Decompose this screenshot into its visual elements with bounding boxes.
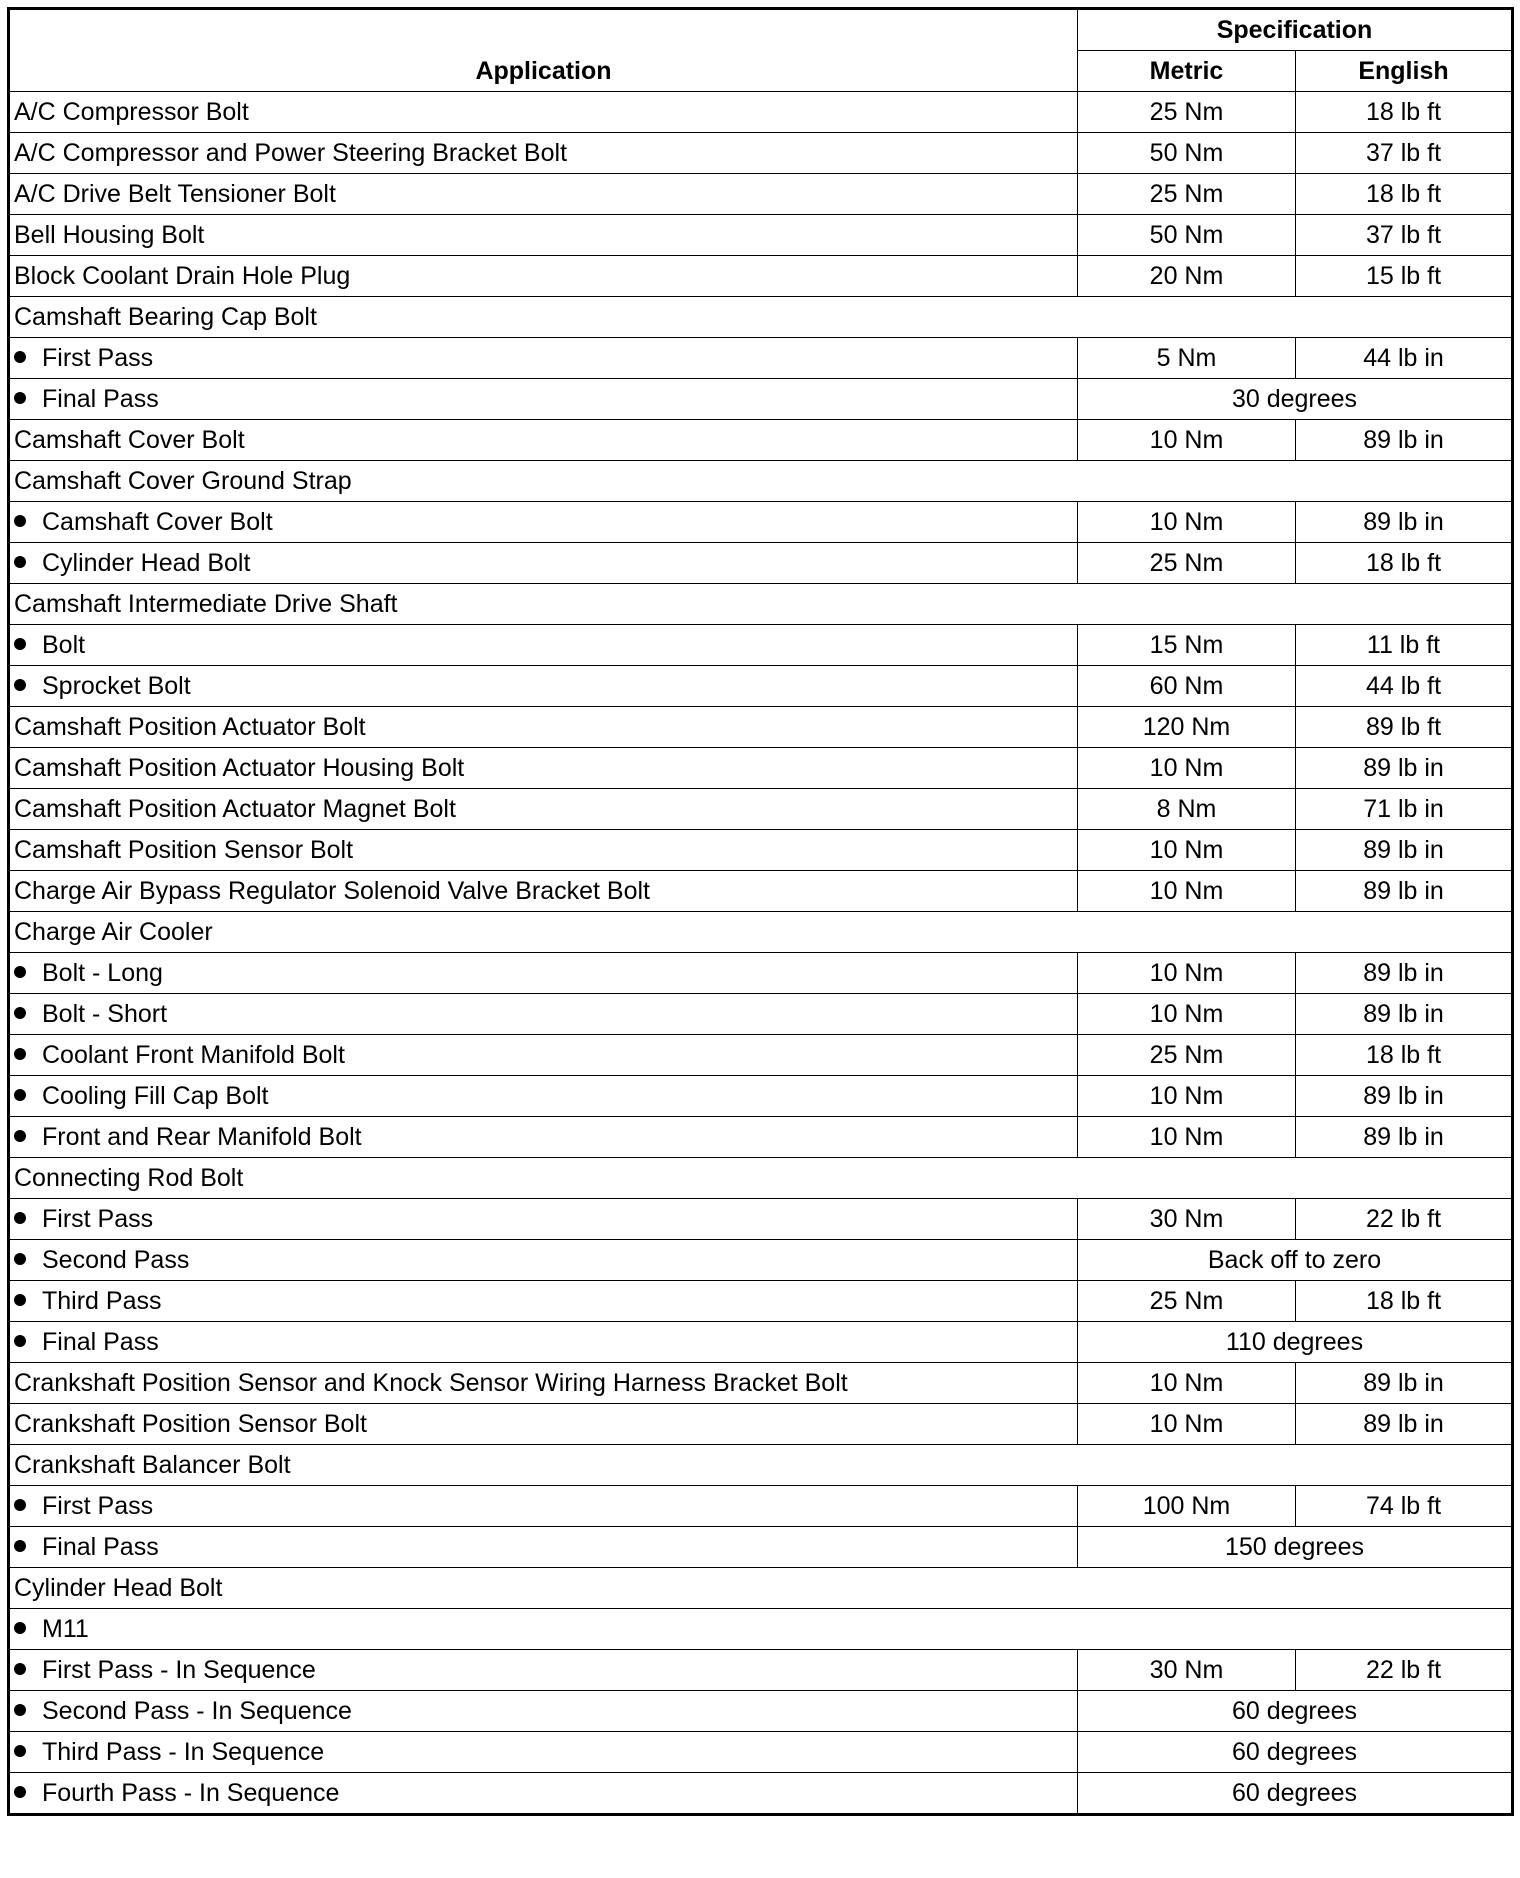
table-row bbox=[9, 256, 1513, 297]
bullet-icon bbox=[14, 1786, 26, 1798]
application-cell bbox=[9, 1445, 1513, 1486]
application-cell bbox=[9, 584, 1513, 625]
application-cell bbox=[9, 461, 1513, 502]
table-row bbox=[9, 871, 1513, 912]
application-cell bbox=[9, 1240, 1078, 1281]
english-value: 89 lb ft bbox=[1296, 707, 1513, 748]
application-cell bbox=[9, 1486, 1078, 1527]
table-row bbox=[9, 1281, 1513, 1322]
application-cell bbox=[9, 1322, 1078, 1363]
application-label: Camshaft Position Actuator Housing Bolt bbox=[14, 754, 465, 782]
english-value: 89 lb in bbox=[1296, 1117, 1513, 1158]
application-cell bbox=[9, 1076, 1078, 1117]
application-label: Camshaft Bearing Cap Bolt bbox=[14, 303, 317, 331]
specification-header: Specification bbox=[1078, 9, 1513, 51]
application-label: Crankshaft Position Sensor and Knock Sensor Wiring Harness Bracket Bolt bbox=[14, 1369, 848, 1397]
application-label: Sprocket Bolt bbox=[42, 672, 191, 700]
application-cell bbox=[9, 1691, 1078, 1732]
table-row bbox=[9, 1158, 1513, 1199]
bullet-icon bbox=[14, 1048, 26, 1060]
table-row bbox=[9, 297, 1513, 338]
english-value: 89 lb in bbox=[1296, 502, 1513, 543]
application-cell bbox=[9, 1568, 1513, 1609]
combined-spec-value: 30 degrees bbox=[1078, 379, 1513, 420]
table-row bbox=[9, 461, 1513, 502]
table-row bbox=[9, 1527, 1513, 1568]
metric-value: 20 Nm bbox=[1078, 256, 1296, 297]
metric-value: 10 Nm bbox=[1078, 502, 1296, 543]
metric-value: 30 Nm bbox=[1078, 1199, 1296, 1240]
application-cell bbox=[9, 1363, 1078, 1404]
application-cell bbox=[9, 215, 1078, 256]
table-row bbox=[9, 1035, 1513, 1076]
english-value: 18 lb ft bbox=[1296, 1281, 1513, 1322]
bullet-icon bbox=[14, 1540, 26, 1552]
spec-table-body bbox=[9, 92, 1513, 1815]
metric-value: 10 Nm bbox=[1078, 1404, 1296, 1445]
english-value: 18 lb ft bbox=[1296, 92, 1513, 133]
table-row bbox=[9, 666, 1513, 707]
metric-value: 50 Nm bbox=[1078, 215, 1296, 256]
english-value: 44 lb in bbox=[1296, 338, 1513, 379]
table-row bbox=[9, 92, 1513, 133]
application-cell bbox=[9, 379, 1078, 420]
application-cell bbox=[9, 1117, 1078, 1158]
application-cell bbox=[9, 1773, 1078, 1815]
table-row bbox=[9, 338, 1513, 379]
english-value: 89 lb in bbox=[1296, 1404, 1513, 1445]
application-label: Cylinder Head Bolt bbox=[42, 549, 251, 577]
application-cell bbox=[9, 297, 1513, 338]
combined-spec-value: Back off to zero bbox=[1078, 1240, 1513, 1281]
metric-value: 10 Nm bbox=[1078, 953, 1296, 994]
english-value: 22 lb ft bbox=[1296, 1650, 1513, 1691]
table-row bbox=[9, 1650, 1513, 1691]
application-label: Coolant Front Manifold Bolt bbox=[42, 1041, 345, 1069]
application-label: Camshaft Cover Ground Strap bbox=[14, 467, 352, 495]
application-cell bbox=[9, 133, 1078, 174]
english-value: 15 lb ft bbox=[1296, 256, 1513, 297]
application-label: Camshaft Position Sensor Bolt bbox=[14, 836, 354, 864]
table-row bbox=[9, 748, 1513, 789]
english-value: 44 lb ft bbox=[1296, 666, 1513, 707]
application-label: Camshaft Cover Bolt bbox=[42, 508, 273, 536]
english-value: 71 lb in bbox=[1296, 789, 1513, 830]
bullet-icon bbox=[14, 966, 26, 978]
table-row bbox=[9, 1404, 1513, 1445]
table-row bbox=[9, 625, 1513, 666]
metric-value: 25 Nm bbox=[1078, 174, 1296, 215]
english-value: 22 lb ft bbox=[1296, 1199, 1513, 1240]
bullet-icon bbox=[14, 1622, 26, 1634]
application-label: A/C Compressor Bolt bbox=[14, 98, 249, 126]
application-cell bbox=[9, 1404, 1078, 1445]
bullet-icon bbox=[14, 1704, 26, 1716]
table-row bbox=[9, 1322, 1513, 1363]
table-row bbox=[9, 1117, 1513, 1158]
application-label: Third Pass - In Sequence bbox=[42, 1738, 325, 1766]
application-cell bbox=[9, 174, 1078, 215]
application-label: Camshaft Cover Bolt bbox=[14, 426, 245, 454]
metric-value: 8 Nm bbox=[1078, 789, 1296, 830]
application-cell bbox=[9, 92, 1078, 133]
application-cell bbox=[9, 953, 1078, 994]
application-label: Front and Rear Manifold Bolt bbox=[42, 1123, 362, 1151]
table-row bbox=[9, 830, 1513, 871]
table-row bbox=[9, 1076, 1513, 1117]
header-row-top bbox=[9, 9, 1513, 51]
metric-value: 5 Nm bbox=[1078, 338, 1296, 379]
metric-value: 10 Nm bbox=[1078, 748, 1296, 789]
metric-value: 10 Nm bbox=[1078, 994, 1296, 1035]
english-value: 89 lb in bbox=[1296, 953, 1513, 994]
metric-value: 100 Nm bbox=[1078, 1486, 1296, 1527]
metric-value: 10 Nm bbox=[1078, 1363, 1296, 1404]
application-cell bbox=[9, 830, 1078, 871]
application-label: Fourth Pass - In Sequence bbox=[42, 1779, 340, 1807]
table-row bbox=[9, 1240, 1513, 1281]
application-cell bbox=[9, 871, 1078, 912]
application-header: Application bbox=[9, 9, 1078, 92]
bullet-icon bbox=[14, 1499, 26, 1511]
application-cell bbox=[9, 912, 1513, 953]
table-row bbox=[9, 1568, 1513, 1609]
metric-value: 25 Nm bbox=[1078, 92, 1296, 133]
english-value: 18 lb ft bbox=[1296, 543, 1513, 584]
application-label: Charge Air Cooler bbox=[14, 918, 213, 946]
table-row bbox=[9, 174, 1513, 215]
application-cell bbox=[9, 789, 1078, 830]
bullet-icon bbox=[14, 1294, 26, 1306]
table-row bbox=[9, 789, 1513, 830]
table-row bbox=[9, 1609, 1513, 1650]
combined-spec-value: 60 degrees bbox=[1078, 1773, 1513, 1815]
metric-value: 50 Nm bbox=[1078, 133, 1296, 174]
table-row bbox=[9, 215, 1513, 256]
application-cell bbox=[9, 1650, 1078, 1691]
metric-value: 30 Nm bbox=[1078, 1650, 1296, 1691]
application-label: First Pass bbox=[42, 344, 154, 372]
english-value: 18 lb ft bbox=[1296, 1035, 1513, 1076]
application-label: A/C Compressor and Power Steering Bracket Bolt bbox=[14, 139, 568, 167]
application-cell bbox=[9, 543, 1078, 584]
table-row bbox=[9, 420, 1513, 461]
combined-spec-value: 60 degrees bbox=[1078, 1691, 1513, 1732]
application-cell bbox=[9, 338, 1078, 379]
english-value: 89 lb in bbox=[1296, 830, 1513, 871]
bullet-icon bbox=[14, 556, 26, 568]
application-cell bbox=[9, 1732, 1078, 1773]
bullet-icon bbox=[14, 1089, 26, 1101]
metric-value: 10 Nm bbox=[1078, 830, 1296, 871]
application-cell bbox=[9, 1158, 1513, 1199]
application-label: First Pass bbox=[42, 1205, 154, 1233]
application-cell bbox=[9, 1527, 1078, 1568]
application-label: Crankshaft Position Sensor Bolt bbox=[14, 1410, 367, 1438]
english-value: 89 lb in bbox=[1296, 420, 1513, 461]
table-row bbox=[9, 502, 1513, 543]
application-cell bbox=[9, 994, 1078, 1035]
table-row bbox=[9, 953, 1513, 994]
application-label: Camshaft Intermediate Drive Shaft bbox=[14, 590, 398, 618]
bullet-icon bbox=[14, 1663, 26, 1675]
application-label: Third Pass bbox=[42, 1287, 162, 1315]
table-row bbox=[9, 707, 1513, 748]
application-cell bbox=[9, 256, 1078, 297]
combined-spec-value: 150 degrees bbox=[1078, 1527, 1513, 1568]
metric-value: 120 Nm bbox=[1078, 707, 1296, 748]
application-label: Camshaft Position Actuator Magnet Bolt bbox=[14, 795, 456, 823]
application-label: Second Pass bbox=[42, 1246, 190, 1274]
table-row bbox=[9, 133, 1513, 174]
metric-value: 15 Nm bbox=[1078, 625, 1296, 666]
bullet-icon bbox=[14, 351, 26, 363]
table-row bbox=[9, 1363, 1513, 1404]
metric-value: 60 Nm bbox=[1078, 666, 1296, 707]
application-label: Second Pass - In Sequence bbox=[42, 1697, 352, 1725]
table-row bbox=[9, 912, 1513, 953]
table-row bbox=[9, 543, 1513, 584]
metric-header: Metric bbox=[1078, 51, 1296, 92]
application-cell bbox=[9, 502, 1078, 543]
bullet-icon bbox=[14, 515, 26, 527]
application-cell bbox=[9, 707, 1078, 748]
combined-spec-value: 110 degrees bbox=[1078, 1322, 1513, 1363]
english-value: 18 lb ft bbox=[1296, 174, 1513, 215]
table-row bbox=[9, 1773, 1513, 1815]
bullet-icon bbox=[14, 392, 26, 404]
bullet-icon bbox=[14, 1335, 26, 1347]
application-label: Camshaft Position Actuator Bolt bbox=[14, 713, 366, 741]
english-header: English bbox=[1296, 51, 1513, 92]
application-cell bbox=[9, 1035, 1078, 1076]
table-row bbox=[9, 379, 1513, 420]
english-value: 89 lb in bbox=[1296, 1076, 1513, 1117]
application-label: Final Pass bbox=[42, 385, 159, 413]
application-label: First Pass - In Sequence bbox=[42, 1656, 316, 1684]
torque-spec-table bbox=[7, 7, 1514, 1816]
application-label: Final Pass bbox=[42, 1533, 159, 1561]
application-label: Bolt bbox=[42, 631, 86, 659]
application-cell bbox=[9, 420, 1078, 461]
bullet-icon bbox=[14, 1007, 26, 1019]
application-cell bbox=[9, 748, 1078, 789]
bullet-icon bbox=[14, 1745, 26, 1757]
metric-value: 10 Nm bbox=[1078, 420, 1296, 461]
application-label: First Pass bbox=[42, 1492, 154, 1520]
table-row bbox=[9, 1732, 1513, 1773]
english-value: 89 lb in bbox=[1296, 1363, 1513, 1404]
bullet-icon bbox=[14, 1130, 26, 1142]
application-label: Block Coolant Drain Hole Plug bbox=[14, 262, 351, 290]
english-value: 89 lb in bbox=[1296, 994, 1513, 1035]
english-value: 89 lb in bbox=[1296, 748, 1513, 789]
application-label: Final Pass bbox=[42, 1328, 159, 1356]
table-row bbox=[9, 994, 1513, 1035]
application-label: Bolt - Long bbox=[42, 959, 163, 987]
application-label: Crankshaft Balancer Bolt bbox=[14, 1451, 291, 1479]
application-cell bbox=[9, 1199, 1078, 1240]
metric-value: 25 Nm bbox=[1078, 543, 1296, 584]
english-value: 11 lb ft bbox=[1296, 625, 1513, 666]
english-value: 74 lb ft bbox=[1296, 1486, 1513, 1527]
application-label: Bolt - Short bbox=[42, 1000, 168, 1028]
table-row bbox=[9, 1199, 1513, 1240]
application-cell bbox=[9, 625, 1078, 666]
table-row bbox=[9, 1445, 1513, 1486]
bullet-icon bbox=[14, 638, 26, 650]
spec-table-container bbox=[7, 7, 1514, 1816]
metric-value: 10 Nm bbox=[1078, 1117, 1296, 1158]
application-label: M11 bbox=[42, 1615, 89, 1643]
application-label: Cylinder Head Bolt bbox=[14, 1574, 223, 1602]
application-cell bbox=[9, 666, 1078, 707]
combined-spec-value: 60 degrees bbox=[1078, 1732, 1513, 1773]
application-label: Charge Air Bypass Regulator Solenoid Valve Bracket Bolt bbox=[14, 877, 650, 905]
bullet-icon bbox=[14, 1212, 26, 1224]
metric-value: 10 Nm bbox=[1078, 1076, 1296, 1117]
application-label: Bell Housing Bolt bbox=[14, 221, 205, 249]
metric-value: 25 Nm bbox=[1078, 1281, 1296, 1322]
application-label: Cooling Fill Cap Bolt bbox=[42, 1082, 269, 1110]
application-cell bbox=[9, 1281, 1078, 1322]
bullet-icon bbox=[14, 1253, 26, 1265]
english-value: 37 lb ft bbox=[1296, 215, 1513, 256]
application-label: Connecting Rod Bolt bbox=[14, 1164, 244, 1192]
bullet-icon bbox=[14, 679, 26, 691]
application-cell bbox=[9, 1609, 1513, 1650]
english-value: 89 lb in bbox=[1296, 871, 1513, 912]
table-row bbox=[9, 1691, 1513, 1732]
metric-value: 25 Nm bbox=[1078, 1035, 1296, 1076]
english-value: 37 lb ft bbox=[1296, 133, 1513, 174]
table-row bbox=[9, 584, 1513, 625]
application-label: A/C Drive Belt Tensioner Bolt bbox=[14, 180, 336, 208]
table-row bbox=[9, 1486, 1513, 1527]
metric-value: 10 Nm bbox=[1078, 871, 1296, 912]
